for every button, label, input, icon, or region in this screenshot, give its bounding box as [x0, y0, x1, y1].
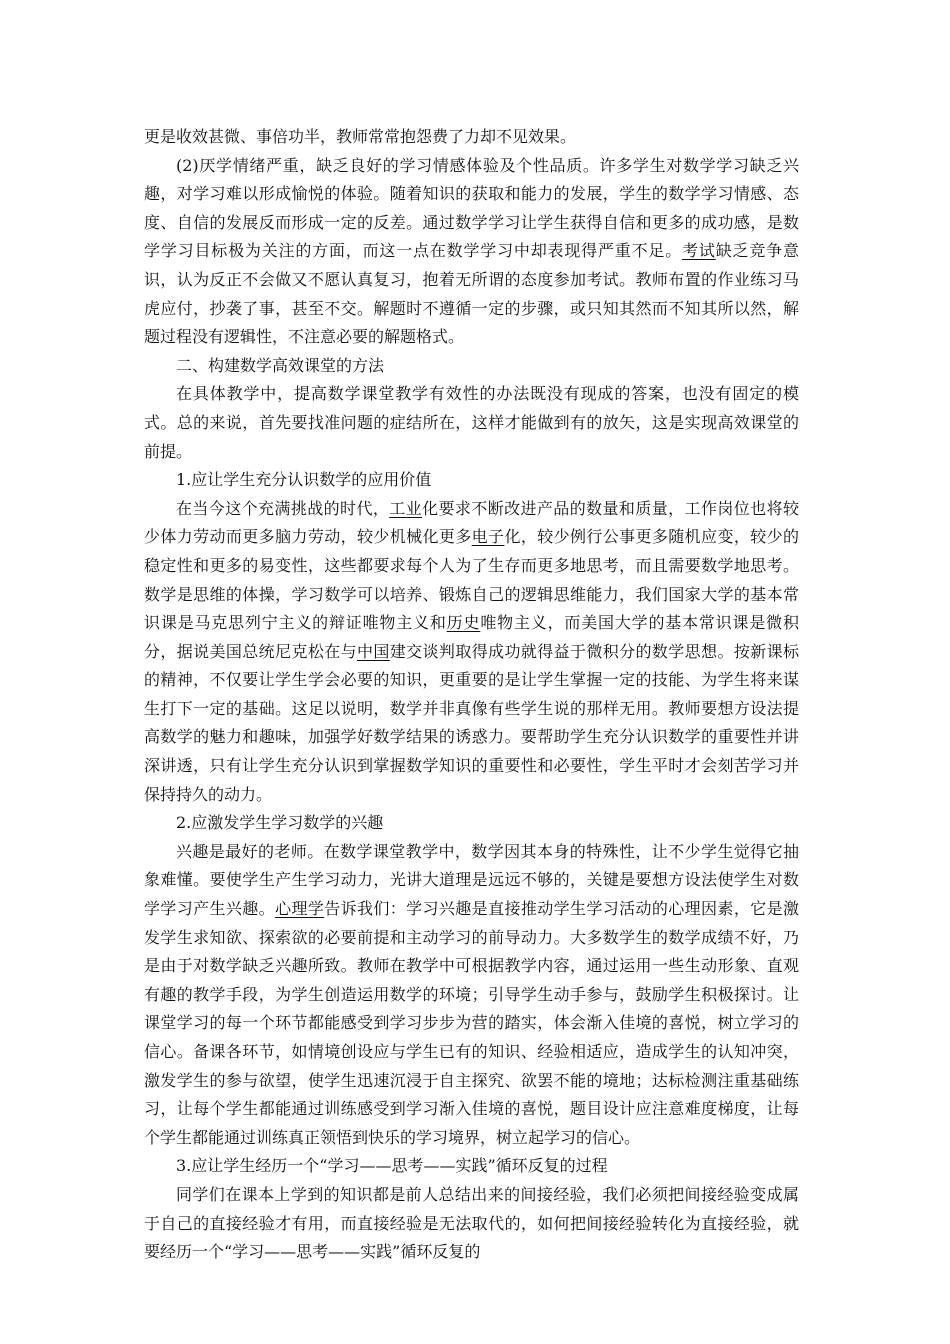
paragraph-learning-cycle: 同学们在课本上学到的知识都是前人总结出来的间接经验，我们必须把间接经验变成属于自己的直接经验才有用，而直接经验是无法取代的，如何把间接经验转化为直接经验，就要经历一个“学习——思考——实践”循环反复的: [144, 1184, 799, 1262]
paragraph-text: 告诉我们：学习兴趣是直接推动学生学习活动的心理因素，它是激发学生求知欲、探索欲的必要前提和主动学习的前导动力。大多数学生的数学成绩不好，乃是由于对数学缺乏兴趣所致。教师在教学中可根据教学内容，通过运用一些生动形象、直观有趣的教学手段，为学生创造运用数学的环境；引导学生动手参与，鼓励学生积极探讨。让课堂学习的每一个环节都能感受到学习步步为营的踏实，体会渐入佳境的喜悦，树立学习的信心。备课各环节，如情境创设应与学生已有的知识、经验相适应，造成学生的认知冲突，激发学生的参与欲望，使学生迅速沉浸于自主探究、欲罢不能的境地；达标检测注重基础练习，让每个学生都能通过训练感受到学习渐入佳境的喜悦，题目设计应注意难度梯度，让每个学生都能通过训练真正领悟到快乐的学习境界，树立起学习的信心。: [144, 899, 799, 1147]
subheading-learning-cycle: 3.应让学生经历一个“学习——思考——实践”循环反复的过程: [176, 1156, 608, 1176]
link-history[interactable]: 历史: [446, 613, 481, 633]
section-heading-methods: 二、构建数学高效课堂的方法: [176, 355, 385, 375]
paragraph-application-value: [144, 495, 799, 810]
paragraph-methods-intro: 在具体教学中，提高数学课堂教学有效性的办法既没有现成的答案，也没有固定的模式。总的来说，首先要找准问题的症结所在，这样才能做到有的放矢，这是实现高效课堂的前提。: [144, 384, 799, 461]
paragraph-learning-aversion: [144, 152, 799, 352]
paragraph-text: 建交谈判取得成功就得益于微积分的数学思想。按新课标的精神，不仅要让学生学会必要的知识，更重要的是让学生掌握一定的技能、为学生将来谋生打下一定的基础。这足以说明，数学并非真像有些学生说的那样无用。教师要想方设法提高数学的魅力和趣味，加强学好数学结果的诱惑力。要帮助学生充分认识数学的重要性并讲深讲透，只有让学生充分认识到掌握数学知识的重要性和必要性，学生平时才会刻苦学习并保持持久的动力。: [144, 641, 799, 804]
document-body: [144, 123, 799, 1267]
paragraph-text: 缺乏竞争意识，认为反正不会做又不愿认真复习，抱着无所谓的态度参加考试。教师布置的作业练习马虎应付，抄袭了事，甚至不交。解题时不遵循一定的步骤，或只知其然而不知其所以然，解题过程没有逻辑性，不注意必要的解题格式。: [144, 241, 799, 347]
paragraph-continuation: 更是收效甚微、事倍功半，教师常常抱怨费了力却不见效果。: [144, 127, 577, 146]
paragraph-text: 兴趣是最好的老师。在数学课堂教学中，数学因其本身的特殊性，让不少学生觉得它抽象难懂。要使学生产生学习动力，光讲大道理是远远不够的，关键是要想方设法使学生对数学学习产生兴趣。: [144, 841, 799, 919]
subheading-interest: 2.应激发学生学习数学的兴趣: [176, 813, 384, 833]
paragraph-text: 化，较少例行公事更多随机应变，较少的稳定性和更多的易变性，这些都要求每个人为了生存而更多地思考，而且需要数学地思考。数学是思维的体操，学习数学可以培养、锻炼自己的逻辑思维能力，我们国家大学的基本常识课是马克思列宁主义的辩证唯物主义和: [144, 527, 799, 633]
link-psychology[interactable]: 心理学: [275, 899, 325, 919]
paragraph-text: (2)厌学情绪严重，缺乏良好的学习情感体验及个性品质。许多学生对数学学习缺乏兴趣，对学习难以形成愉悦的体验。随着知识的获取和能力的发展，学生的数学学习情感、态度、自信的发展反而形成一定的反差。通过数学学习让学生获得自信和更多的成功感，是数学学习目标极为关注的方面，而这一点在数学学习中却表现得严重不足。: [144, 155, 799, 261]
paragraph-text: 化要求不断改进产品的数量和质量，工作岗位也将较少体力劳动而更多脑力劳动，较少机械化更多: [144, 498, 799, 547]
link-china[interactable]: 中国: [357, 641, 390, 661]
link-exam[interactable]: 考试: [682, 241, 716, 261]
subheading-application-value: 1.应让学生充分认识数学的应用价值: [176, 470, 432, 490]
link-industry[interactable]: 工业: [389, 498, 423, 518]
link-electronics[interactable]: 电子: [471, 527, 505, 547]
paragraph-interest: [144, 838, 799, 1153]
paragraph-text: 唯物主义，而美国大学的基本常识课是微积分，据说美国总统尼克松在与: [144, 613, 799, 661]
paragraph-text: 在当今这个充满挑战的时代，: [176, 498, 390, 518]
